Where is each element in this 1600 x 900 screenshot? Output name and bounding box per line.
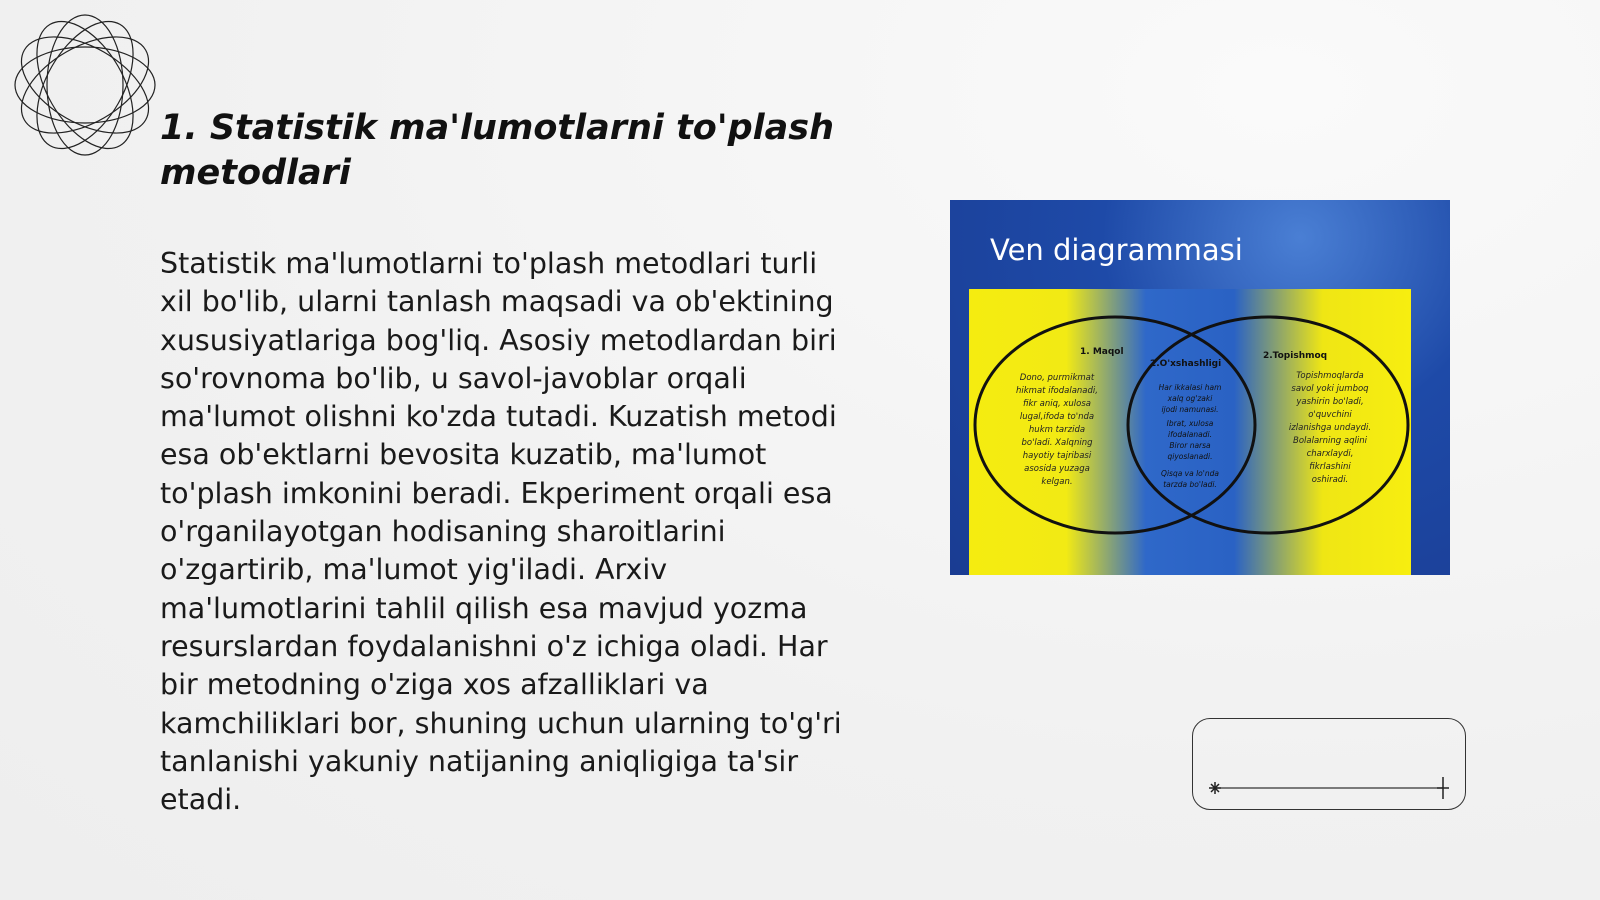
svg-text:yashirin bo'ladi,: yashirin bo'ladi, bbox=[1296, 397, 1364, 407]
svg-text:savol yoki jumboq: savol yoki jumboq bbox=[1291, 384, 1369, 394]
decorative-line-box bbox=[1192, 718, 1466, 810]
svg-text:kelgan.: kelgan. bbox=[1041, 477, 1073, 487]
svg-text:hayotiy tajribasi: hayotiy tajribasi bbox=[1022, 451, 1092, 461]
slide-title: 1. Statistik ma'lumotlarni to'plash metodlari bbox=[160, 108, 834, 193]
venn-circles bbox=[950, 200, 1450, 575]
venn-middle-text bbox=[1159, 383, 1222, 489]
venn-right-label: 2.Topishmoq bbox=[1263, 351, 1328, 361]
plus-star-icon bbox=[1437, 777, 1449, 799]
svg-text:tarzda bo'ladi.: tarzda bo'ladi. bbox=[1163, 480, 1217, 489]
svg-text:Har ikkalasi ham: Har ikkalasi ham bbox=[1158, 383, 1222, 392]
svg-text:xalq og'zaki: xalq og'zaki bbox=[1167, 394, 1213, 403]
decorative-line bbox=[1193, 719, 1465, 809]
svg-text:hukm tarzida: hukm tarzida bbox=[1028, 425, 1086, 435]
svg-text:ijodi namunasi.: ijodi namunasi. bbox=[1161, 405, 1219, 414]
venn-diagram-image bbox=[950, 200, 1450, 575]
svg-text:Ibrat, xulosa: Ibrat, xulosa bbox=[1166, 419, 1214, 428]
svg-text:Biror narsa: Biror narsa bbox=[1169, 441, 1211, 450]
svg-text:Dono, purmikmat: Dono, purmikmat bbox=[1019, 373, 1095, 383]
svg-text:hikmat ifodalanadi,: hikmat ifodalanadi, bbox=[1016, 386, 1098, 396]
svg-text:Qisqa va lo'nda: Qisqa va lo'nda bbox=[1161, 469, 1219, 478]
venn-left-text bbox=[1016, 373, 1098, 487]
svg-text:fikr aniq, xulosa: fikr aniq, xulosa bbox=[1023, 399, 1091, 409]
svg-text:asosida yuzaga: asosida yuzaga bbox=[1024, 464, 1090, 474]
svg-text:qiyoslanadi.: qiyoslanadi. bbox=[1167, 452, 1213, 461]
svg-text:fikrlashini: fikrlashini bbox=[1309, 462, 1351, 472]
svg-text:o'quvchini: o'quvchini bbox=[1308, 410, 1352, 420]
svg-text:izlanishga undaydi.: izlanishga undaydi. bbox=[1288, 423, 1372, 433]
svg-text:lugal,ifoda to'nda: lugal,ifoda to'nda bbox=[1019, 412, 1095, 422]
svg-text:ifodalanadi.: ifodalanadi. bbox=[1168, 430, 1212, 439]
venn-middle-label: 2.O'xshashligi bbox=[1150, 359, 1222, 369]
venn-image-heading: Ven diagrammasi bbox=[990, 233, 1243, 267]
svg-text:Bolalarning aqlini: Bolalarning aqlini bbox=[1293, 436, 1367, 446]
sparkle-icon bbox=[1209, 782, 1221, 794]
slide-body-text: Statistik ma'lumotlarni to'plash metodlari turli xil bo'lib, ularni tanlash maqsadi va ob'ektining xususiyatlariga bog'liq. Asosiy metodlardan biri so'rovnoma bo'lib, u savol-javoblar orqali ma'lumot olishni ko'zda tutadi. Kuzatish metodi esa ob'ektlarni bevosita kuzatib, ma'lumot to'plash imkonini beradi. Ekperiment orqali esa o'rganilayotgan hodisaning sharoitlarini o'zgartirib, ma'lumot yig'iladi. Arxiv ma'lumotlarini tahlil qilish esa mavjud yozma resurslardan foydalanishni o'z ichiga oladi. Har bir metodning o'ziga xos afzalliklari va kamchiliklari bor, shuning uchun ularning to'g'ri tanlanishi yakuniy natijaning aniqligiga ta'sir etadi. bbox=[160, 247, 842, 817]
spirograph-ornament bbox=[10, 10, 160, 160]
venn-right-text bbox=[1289, 371, 1371, 485]
venn-left-label: 1. Maqol bbox=[1080, 347, 1124, 357]
svg-text:Topishmoqlarda: Topishmoqlarda bbox=[1296, 371, 1364, 381]
svg-text:bo'ladi. Xalqning: bo'ladi. Xalqning bbox=[1021, 438, 1093, 448]
svg-text:charxlaydi,: charxlaydi, bbox=[1306, 449, 1354, 459]
svg-text:oshiradi.: oshiradi. bbox=[1311, 475, 1349, 485]
